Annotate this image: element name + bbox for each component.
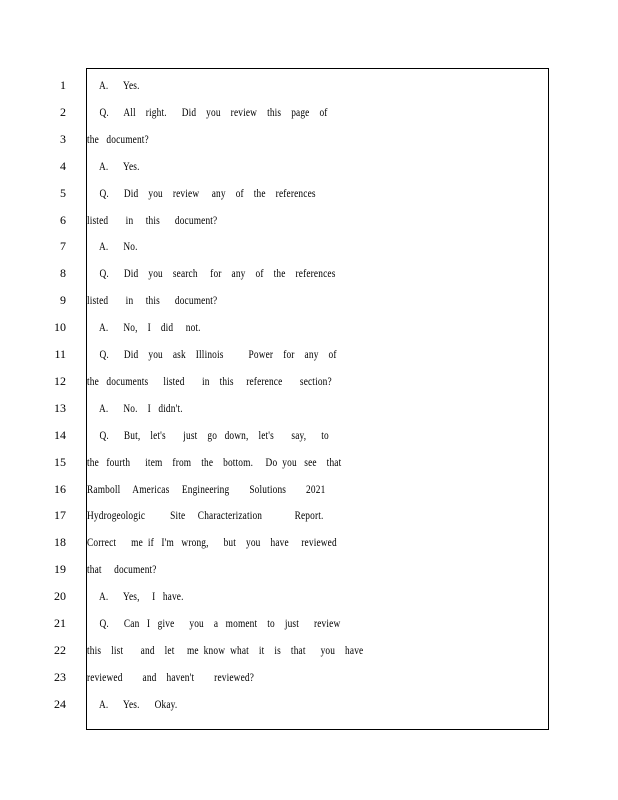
- transcript-line: Ramboll Americas Engineering Solutions 2021: [87, 481, 326, 496]
- line-number: 18: [54, 535, 66, 550]
- line-number: 16: [54, 481, 66, 496]
- transcript-line: Q. Did you search for any of the references: [87, 266, 336, 281]
- line-number: 2: [60, 104, 66, 119]
- transcript-line: Q. But, let's just go down, let's say, to: [87, 427, 329, 442]
- transcript-line: Q. All right. Did you review this page of: [87, 104, 328, 119]
- line-number: 1: [60, 78, 66, 92]
- line-number: 5: [60, 185, 66, 200]
- line-number: 24: [54, 696, 66, 711]
- line-number: 13: [54, 400, 66, 415]
- line-number: 9: [60, 293, 66, 308]
- line-number: 14: [54, 427, 66, 442]
- transcript-line: the documents listed in this reference section?: [87, 373, 332, 388]
- line-number: 22: [54, 642, 66, 657]
- transcript-line: A. Yes, I have.: [87, 589, 184, 604]
- line-number: 15: [54, 454, 66, 469]
- transcript-line: that document?: [87, 562, 157, 577]
- line-number: 19: [54, 562, 66, 577]
- line-number: 17: [54, 508, 66, 523]
- line-number: 11: [54, 347, 66, 361]
- line-number: 7: [60, 239, 66, 254]
- transcript-line: reviewed and haven't reviewed?: [87, 669, 255, 684]
- line-number: 10: [54, 320, 66, 335]
- transcript-line: Hydrogeologic Site Characterization Report.: [87, 508, 324, 523]
- transcript-line: Q. Can I give you a moment to just review: [87, 616, 341, 630]
- line-number: 4: [60, 158, 66, 173]
- transcript-line: Correct me if I'm wrong, but you have reviewed: [87, 535, 337, 550]
- transcript-line: A. Yes. Okay.: [87, 696, 178, 711]
- line-number: 8: [60, 266, 66, 281]
- transcript-page-frame: [86, 68, 549, 730]
- transcript-line: A. No. I didn't.: [87, 400, 183, 415]
- transcript-line: Q. Did you review any of the references: [87, 185, 316, 200]
- transcript-line: this list and let me know what it is that you have: [87, 642, 364, 657]
- transcript-line: A. Yes.: [87, 158, 140, 173]
- line-number: 20: [54, 589, 66, 604]
- transcript-line: A. Yes.: [87, 78, 140, 92]
- line-number: 21: [54, 616, 66, 630]
- line-number: 23: [54, 669, 66, 684]
- transcript-line: A. No, I did not.: [87, 320, 201, 335]
- transcript-line: Q. Did you ask Illinois Power for any of: [87, 347, 337, 361]
- transcript-line: the document?: [87, 131, 149, 146]
- transcript-line: A. No.: [87, 239, 138, 254]
- line-number: 6: [60, 212, 66, 227]
- transcript-line: listed in this document?: [87, 293, 218, 308]
- line-number: 3: [60, 131, 66, 146]
- transcript-line: listed in this document?: [87, 212, 218, 227]
- transcript-line: the fourth item from the bottom. Do you see that: [87, 454, 342, 469]
- line-number: 12: [54, 373, 66, 388]
